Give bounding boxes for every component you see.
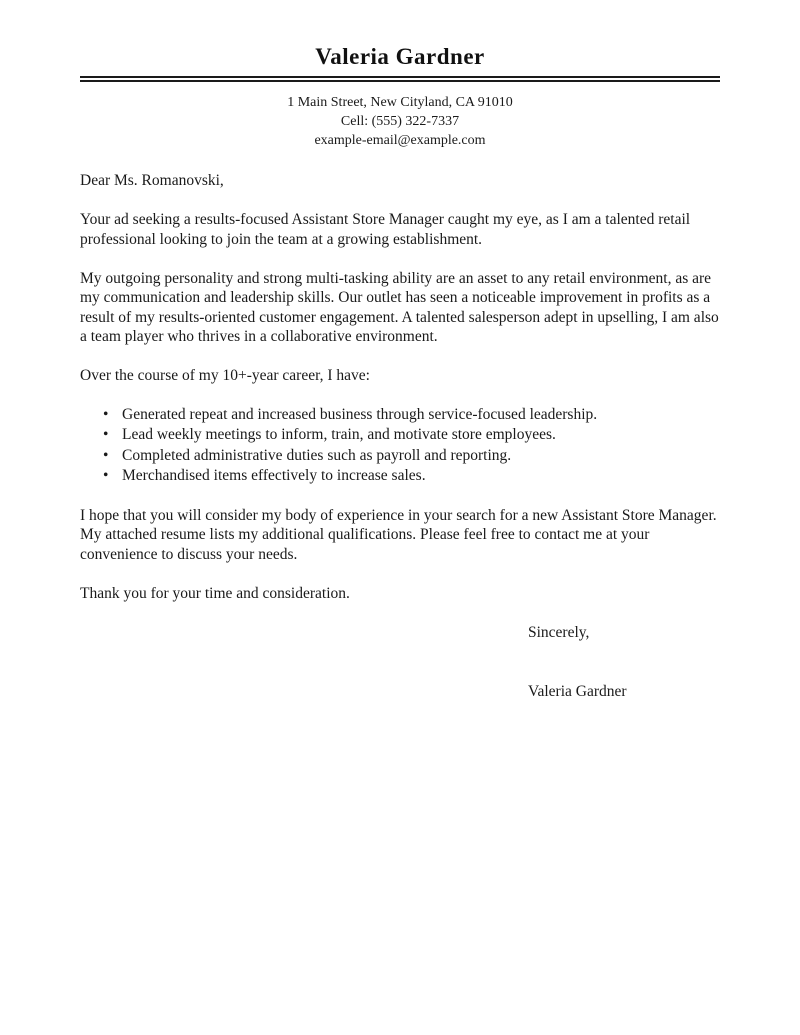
list-item: • Generated repeat and increased business through service-focused leadership. <box>122 405 720 425</box>
contact-address: 1 Main Street, New Cityland, CA 91010 <box>287 95 513 110</box>
list-item: • Lead weekly meetings to inform, train, and motivate store employees. <box>122 425 720 445</box>
achievements-list <box>80 405 720 486</box>
contact-email: example-email@example.com <box>314 133 486 148</box>
list-item: • Completed administrative duties such as payroll and reporting. <box>122 446 720 466</box>
contact-block <box>80 93 720 150</box>
signoff: Sincerely, <box>528 623 590 641</box>
paragraph-thanks: Thank you for your time and consideration. <box>80 584 350 602</box>
salutation: Dear Ms. Romanovski, <box>80 172 224 189</box>
letter-body <box>80 171 720 702</box>
signoff-block <box>528 623 720 702</box>
list-item: • Merchandised items effectively to increase sales. <box>122 466 720 486</box>
header-divider <box>80 76 720 82</box>
letter-header <box>80 44 720 150</box>
paragraph-intro: Your ad seeking a results-focused Assistant Store Manager caught my eye, as I am a talented retail professional looking to join the team at a growing establishment. <box>80 211 691 248</box>
paragraph-closing: I hope that you will consider my body of experience in your search for a new Assistant Store Manager. My attached resume lists my additional qualifications. Please feel free to contact me at your convenience to discuss your needs. <box>80 506 717 563</box>
signature: Valeria Gardner <box>528 683 627 701</box>
paragraph-body: My outgoing personality and strong multi-tasking ability are an asset to any retail environment, as are my communication and leadership skills. Our outlet has seen a noticeable improvement in profits as a result of my results-oriented customer engagement. A talented salesperson adept in upselling, I am also a team player who thrives in a collaborative environment. <box>80 269 719 345</box>
list-intro: Over the course of my 10+-year career, I have: <box>80 367 370 384</box>
contact-phone: Cell: (555) 322-7337 <box>340 114 460 129</box>
page-title: Valeria Gardner <box>315 44 485 69</box>
